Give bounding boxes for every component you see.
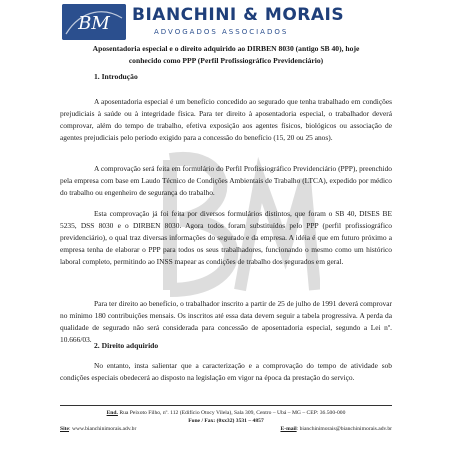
paragraph: Para ter direito ao benefício, o trabalhador inscrito a partir de 25 de julho de 1991 deverá comprovar no mínimo 180 contribuições mensais. Os inscritos até essa data devem seguir a tabela progressiva. A perda da qualidade de segurado não será considerada para concessão de aposentadoria especial, segundo a Lei nº. 10.666/03.	[60, 299, 392, 344]
site-label: Site	[60, 426, 70, 432]
footer-email	[280, 425, 392, 433]
site-link[interactable]: : www.bianchinimorais.adv.br	[69, 426, 137, 432]
footer-site	[60, 425, 136, 433]
footer-divider	[60, 405, 392, 406]
paragraph: A comprovação será feita em formulário do Perfil Profissiográfico Previdenciário (PPP), preenchido pela empresa com base em Laudo Técnico de Condições Ambientais de Trabalho (LTCA), expedido por médico do trabalho ou engenheiro de segurança do trabalho.	[60, 164, 392, 197]
address-label: End.	[106, 410, 118, 416]
section-heading-direito-adquirido: 2. Direito adquirido	[94, 341, 159, 350]
title-line-2: conhecido como PPP (Perfil Profissiográfico Previdenciário)	[128, 56, 324, 65]
paragraph: A aposentadoria especial é um benefício concedido ao segurado que tenha trabalhado em condições prejudiciais à saúde ou à integridade física. Para ter direito à aposentadoria especial, o trabalhador deverá comprovar, além do tempo de trabalho, efetiva exposição aos agentes físicos, biológicos ou associação de agentes prejudiciais pelo período exigido para a concessão do benefício (15, 20 ou 25 anos).	[60, 97, 392, 142]
logo-letters: BM	[78, 13, 110, 34]
page-footer	[60, 409, 392, 433]
title-line-1: Aposentadoria especial e o direito adquirido ao DIRBEN 8030 (antigo SB 40), hoje	[92, 44, 360, 53]
footer-phone: Fone / Fax: (0xx32) 3531 – 4857	[188, 418, 264, 424]
letterhead	[62, 4, 392, 40]
email-label: E-mail	[280, 426, 297, 432]
paragraph: Esta comprovação já foi feita por diversos formulários distintos, que foram o SB 40, DISES BE 5235, DSS 8030 e o DIRBEN 8030. Agora todos foram substituídos pelo PPP (perfil profissiográfico previdenciário), o qual traz diversas informações do segurado e da empresa. A idéia é que em futuro próximo a empresa tenha de elaborar o PPP para todos os seus trabalhadores, funcionando o mesmo como um histórico laboral completo, permitindo ao INSS mapear as condições de trabalho dos segurados em geral.	[60, 209, 392, 266]
firm-logo	[62, 4, 126, 40]
brand-subtitle: ADVOGADOS ASSOCIADOS	[154, 28, 289, 36]
brand-name: BIANCHINI & MORAIS	[132, 5, 345, 25]
footer-address	[60, 409, 392, 417]
footer-contacts	[60, 425, 392, 433]
email-link[interactable]: : bianchinimorais@bianchinimorais.adv.br	[296, 426, 392, 432]
address-text: Rua Peixoto Filho, nº. 112 (Edifício Otocy Vilela), Sala 309, Centro – Ubá – MG – CEP: 36.500-000	[117, 410, 346, 416]
document-title	[60, 43, 392, 67]
section-heading-introducao: 1. Introdução	[94, 72, 138, 81]
paragraph: No entanto, insta salientar que a caracterização e a comprovação do tempo de atividade sob condições especiais obedecerá ao disposto na legislação em vigor na época da prestação do serviço.	[60, 361, 392, 382]
